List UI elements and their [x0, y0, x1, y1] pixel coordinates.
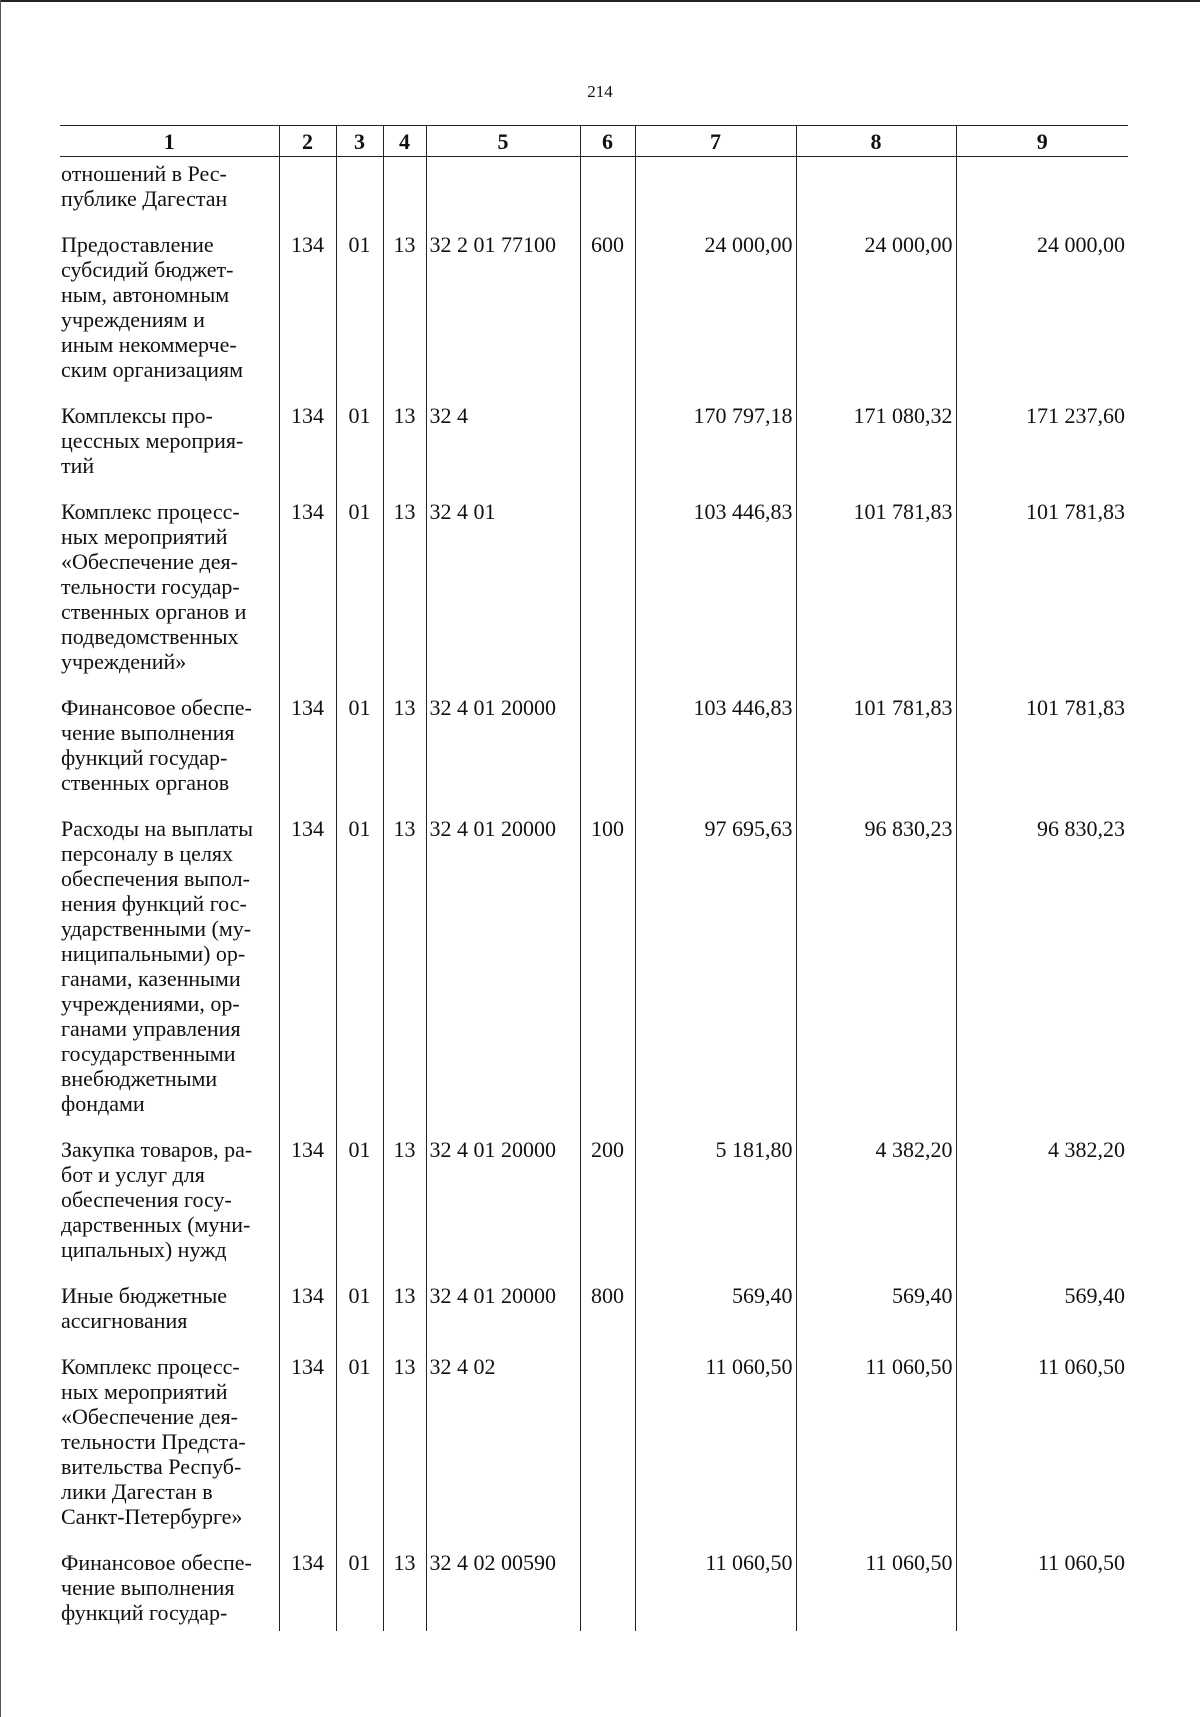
cell-text: 170 797,18 — [693, 403, 793, 428]
cell-text: 134 — [291, 403, 324, 428]
cell-amount-year-1 — [635, 232, 796, 403]
table-row — [60, 499, 1128, 695]
cell-amount-year-3 — [956, 403, 1128, 499]
cell-ministry-code — [279, 157, 336, 233]
cell-text: Финансовое обеспе- чение выполнения функций государ- ственных органов — [61, 695, 252, 795]
cell-text: Закупка товаров, ра- бот и услуг для обеспечения госу- дарственных (муни- ципальных) нужд — [61, 1137, 253, 1262]
cell-subsection-code — [383, 1550, 426, 1631]
top-border-line — [0, 0, 1200, 2]
cell-text: 200 — [591, 1137, 624, 1162]
cell-section-code — [336, 1137, 383, 1283]
cell-amount-year-1 — [635, 1354, 796, 1550]
cell-text: 101 781,83 — [853, 499, 953, 524]
table-row — [60, 695, 1128, 816]
cell-text: 800 — [591, 1283, 624, 1308]
cell-section-code — [336, 816, 383, 1137]
header-col-5: 5 — [426, 126, 580, 157]
cell-expense-type — [580, 1283, 635, 1354]
cell-name — [60, 499, 279, 695]
cell-text: 4 382,20 — [1048, 1137, 1125, 1162]
cell-ministry-code — [279, 1550, 336, 1631]
cell-amount-year-2 — [796, 232, 956, 403]
cell-text: 569,40 — [892, 1283, 953, 1308]
cell-text: 100 — [591, 816, 624, 841]
cell-text: 32 4 — [429, 403, 468, 428]
cell-text: 101 781,83 — [1026, 499, 1125, 524]
cell-text: 01 — [348, 695, 371, 720]
cell-text: 600 — [591, 232, 624, 257]
header-col-9: 9 — [956, 126, 1128, 157]
cell-text: Комплекс процесс- ных мероприятий «Обеспечение дея- тельности Предста- вительства Респуб- лики Дагестан в Санкт-Петербурге» — [61, 1354, 246, 1529]
cell-text: 11 060,50 — [865, 1354, 953, 1379]
cell-target-article — [426, 1283, 580, 1354]
cell-text: 01 — [348, 816, 371, 841]
cell-section-code — [336, 1550, 383, 1631]
cell-amount-year-3 — [956, 1283, 1128, 1354]
cell-subsection-code — [383, 232, 426, 403]
table-row — [60, 1550, 1128, 1631]
cell-text: Комплекс процесс- ных мероприятий «Обеспечение дея- тельности государ- ственных органов и подведомственных учреждений» — [61, 499, 247, 674]
cell-amount-year-2 — [796, 157, 956, 233]
cell-text: 32 4 01 20000 — [429, 816, 556, 841]
cell-amount-year-1 — [635, 1550, 796, 1631]
cell-section-code — [336, 1354, 383, 1550]
table-row — [60, 1283, 1128, 1354]
header-col-3: 3 — [336, 126, 383, 157]
cell-name — [60, 1550, 279, 1631]
header-col-7: 7 — [635, 126, 796, 157]
cell-text: 569,40 — [1064, 1283, 1125, 1308]
header-col-4: 4 — [383, 126, 426, 157]
cell-amount-year-3 — [956, 1137, 1128, 1283]
cell-amount-year-2 — [796, 1354, 956, 1550]
cell-amount-year-2 — [796, 816, 956, 1137]
cell-amount-year-3 — [956, 816, 1128, 1137]
table-body — [60, 157, 1128, 1632]
cell-section-code — [336, 157, 383, 233]
cell-amount-year-1 — [635, 695, 796, 816]
cell-amount-year-2 — [796, 1283, 956, 1354]
cell-text: 134 — [291, 499, 324, 524]
cell-text: 32 4 01 20000 — [429, 695, 556, 720]
cell-text: 134 — [291, 816, 324, 841]
cell-text: 13 — [393, 1550, 416, 1575]
cell-text: 24 000,00 — [704, 232, 793, 257]
cell-ministry-code — [279, 1283, 336, 1354]
cell-amount-year-2 — [796, 1550, 956, 1631]
cell-text: 32 4 02 00590 — [429, 1550, 556, 1575]
cell-text: 134 — [291, 1550, 324, 1575]
cell-text: 01 — [348, 1137, 371, 1162]
cell-text: 01 — [348, 499, 371, 524]
cell-text: 134 — [291, 1137, 324, 1162]
cell-text: 13 — [393, 403, 416, 428]
page-number: 214 — [587, 82, 613, 101]
cell-target-article — [426, 157, 580, 233]
cell-expense-type — [580, 816, 635, 1137]
cell-expense-type — [580, 1137, 635, 1283]
cell-subsection-code — [383, 1283, 426, 1354]
cell-name — [60, 1354, 279, 1550]
cell-expense-type — [580, 157, 635, 233]
cell-amount-year-1 — [635, 1283, 796, 1354]
cell-text: 11 060,50 — [1037, 1550, 1125, 1575]
cell-text: 13 — [393, 816, 416, 841]
table-row — [60, 157, 1128, 233]
cell-target-article — [426, 1550, 580, 1631]
budget-table — [60, 125, 1128, 1631]
cell-amount-year-2 — [796, 1137, 956, 1283]
cell-ministry-code — [279, 695, 336, 816]
cell-amount-year-1 — [635, 403, 796, 499]
cell-text: 171 080,32 — [853, 403, 953, 428]
cell-amount-year-2 — [796, 403, 956, 499]
table-row — [60, 1137, 1128, 1283]
cell-name — [60, 157, 279, 233]
cell-text: 01 — [348, 403, 371, 428]
table-row — [60, 232, 1128, 403]
header-col-8: 8 — [796, 126, 956, 157]
cell-ministry-code — [279, 232, 336, 403]
cell-text: 32 4 01 — [429, 499, 496, 524]
cell-text: 13 — [393, 232, 416, 257]
cell-ministry-code — [279, 1137, 336, 1283]
cell-section-code — [336, 499, 383, 695]
cell-amount-year-3 — [956, 499, 1128, 695]
cell-text: 32 2 01 77100 — [429, 232, 556, 257]
cell-text: 01 — [348, 1283, 371, 1308]
cell-expense-type — [580, 695, 635, 816]
cell-subsection-code — [383, 403, 426, 499]
cell-ministry-code — [279, 499, 336, 695]
cell-text: Иные бюджетные ассигнования — [61, 1283, 228, 1333]
cell-text: 13 — [393, 1354, 416, 1379]
cell-text: 134 — [291, 1354, 324, 1379]
cell-amount-year-1 — [635, 1137, 796, 1283]
cell-text: 13 — [393, 1283, 416, 1308]
cell-text: 11 060,50 — [865, 1550, 953, 1575]
cell-text: 96 830,23 — [864, 816, 953, 841]
cell-target-article — [426, 403, 580, 499]
cell-amount-year-2 — [796, 695, 956, 816]
cell-name — [60, 816, 279, 1137]
cell-target-article — [426, 499, 580, 695]
cell-text: 569,40 — [732, 1283, 793, 1308]
cell-text: Комплексы про- цессных мероприя- тий — [61, 403, 244, 478]
cell-target-article — [426, 232, 580, 403]
header-col-2: 2 — [279, 126, 336, 157]
cell-text: 134 — [291, 1283, 324, 1308]
cell-text: 5 181,80 — [715, 1137, 793, 1162]
cell-text: 103 446,83 — [693, 695, 793, 720]
table-row — [60, 403, 1128, 499]
cell-subsection-code — [383, 1137, 426, 1283]
cell-text: 24 000,00 — [1037, 232, 1125, 257]
cell-text: 4 382,20 — [875, 1137, 953, 1162]
header-row — [60, 126, 1128, 157]
cell-text: 13 — [393, 499, 416, 524]
cell-amount-year-1 — [635, 157, 796, 233]
cell-section-code — [336, 695, 383, 816]
header-col-6: 6 — [580, 126, 635, 157]
cell-subsection-code — [383, 157, 426, 233]
cell-target-article — [426, 1354, 580, 1550]
cell-ministry-code — [279, 816, 336, 1137]
cell-text: 134 — [291, 232, 324, 257]
cell-expense-type — [580, 1354, 635, 1550]
cell-ministry-code — [279, 1354, 336, 1550]
cell-expense-type — [580, 232, 635, 403]
cell-text: 13 — [393, 695, 416, 720]
cell-amount-year-2 — [796, 499, 956, 695]
cell-text: 11 060,50 — [705, 1354, 793, 1379]
cell-text: 96 830,23 — [1037, 816, 1125, 841]
cell-name — [60, 403, 279, 499]
left-border-line — [0, 0, 1, 1717]
cell-name — [60, 695, 279, 816]
cell-target-article — [426, 816, 580, 1137]
cell-amount-year-3 — [956, 157, 1128, 233]
cell-name — [60, 1137, 279, 1283]
cell-text: 01 — [348, 232, 371, 257]
cell-text: 32 4 02 — [429, 1354, 496, 1379]
cell-text: 24 000,00 — [864, 232, 953, 257]
cell-text: 171 237,60 — [1026, 403, 1125, 428]
cell-text: 97 695,63 — [704, 816, 793, 841]
cell-section-code — [336, 232, 383, 403]
cell-text: 01 — [348, 1354, 371, 1379]
cell-amount-year-1 — [635, 499, 796, 695]
cell-subsection-code — [383, 1354, 426, 1550]
cell-text: 103 446,83 — [693, 499, 793, 524]
cell-text: Предоставление субсидий бюджет- ным, автономным учреждениям и иным некоммерче- ским организациям — [61, 232, 244, 382]
cell-text: 01 — [348, 1550, 371, 1575]
cell-name — [60, 232, 279, 403]
cell-amount-year-3 — [956, 1550, 1128, 1631]
cell-subsection-code — [383, 695, 426, 816]
cell-text: 32 4 01 20000 — [429, 1283, 556, 1308]
cell-text: Финансовое обеспе- чение выполнения функций государ- — [61, 1550, 252, 1625]
cell-amount-year-3 — [956, 1354, 1128, 1550]
cell-expense-type — [580, 1550, 635, 1631]
cell-text: 32 4 01 20000 — [429, 1137, 556, 1162]
cell-expense-type — [580, 403, 635, 499]
cell-amount-year-1 — [635, 816, 796, 1137]
cell-target-article — [426, 695, 580, 816]
table-row — [60, 1354, 1128, 1550]
cell-text: отношений в Рес- публике Дагестан — [61, 161, 228, 211]
cell-section-code — [336, 1283, 383, 1354]
cell-section-code — [336, 403, 383, 499]
cell-name — [60, 1283, 279, 1354]
cell-amount-year-3 — [956, 695, 1128, 816]
cell-text: 11 060,50 — [705, 1550, 793, 1575]
cell-amount-year-3 — [956, 232, 1128, 403]
cell-text: 11 060,50 — [1037, 1354, 1125, 1379]
cell-expense-type — [580, 499, 635, 695]
cell-ministry-code — [279, 403, 336, 499]
cell-subsection-code — [383, 499, 426, 695]
cell-text: Расходы на выплаты персоналу в целях обеспечения выпол- нения функций гос- ударственными (му- ниципальными) ор- ганами, казенными учреждениями, ор- ганами управления государственными внебюджетными фондами — [61, 816, 254, 1116]
cell-subsection-code — [383, 816, 426, 1137]
cell-target-article — [426, 1137, 580, 1283]
cell-text: 101 781,83 — [1026, 695, 1125, 720]
header-col-1: 1 — [60, 126, 279, 157]
cell-text: 13 — [393, 1137, 416, 1162]
table-row — [60, 816, 1128, 1137]
cell-text: 101 781,83 — [853, 695, 953, 720]
cell-text: 134 — [291, 695, 324, 720]
